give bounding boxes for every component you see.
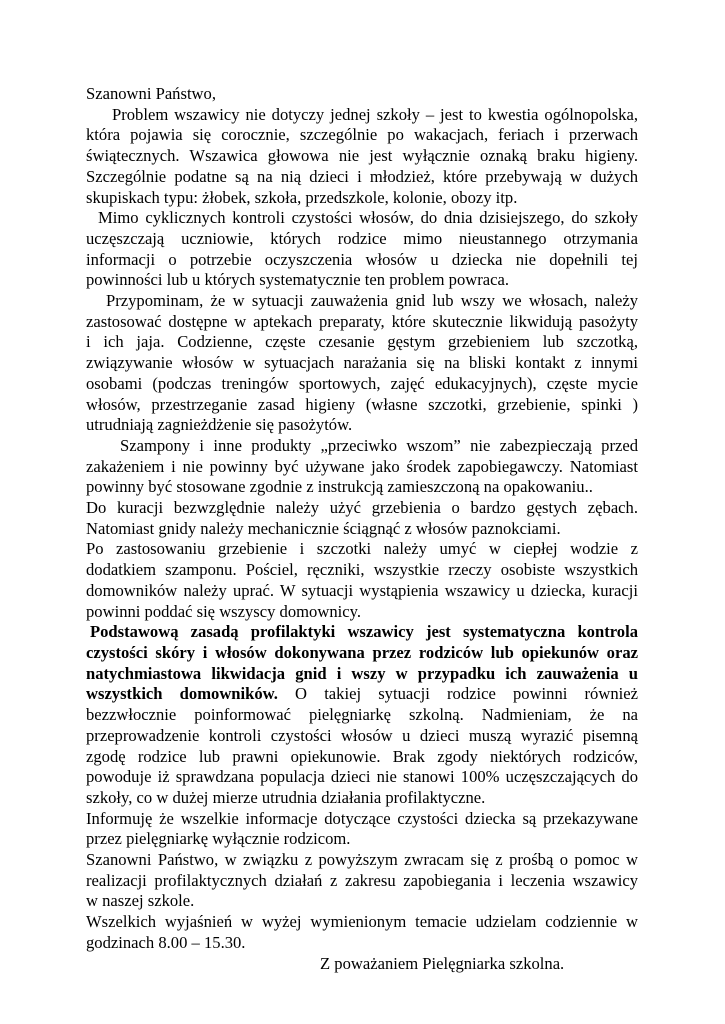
text-line: powoduje iż sprawdzana populacja dzieci nie stanowi 100% uczęszczających do: [86, 767, 638, 787]
text-line: w naszej szkole.: [86, 891, 195, 911]
text-line: włosów, przestrzeganie zasad higieny (własne szczotki, grzebienie, spinki ): [86, 394, 638, 414]
text-line: Po zastosowaniu grzebienie i szczotki należy umyć w ciepłej wodzie z: [86, 539, 638, 559]
text-line: świątecznych. Wszawica głowowa nie jest wyłącznie oznaką braku higieny.: [86, 146, 638, 166]
text-line: natychmiastowa likwidacja gnid i wszy w przypadku ich zauważenia u: [86, 663, 638, 683]
text-line: Do kuracji bezwzględnie należy użyć grzebienia o bardzo gęstych zębach.: [86, 498, 638, 518]
text-line: przeprowadzenie kontroli czystości włosów u dzieci muszą wyrazić pisemną: [86, 725, 638, 745]
text-line: Przypominam, że w sytuacji zauważenia gnid lub wszy we włosach, należy: [106, 291, 638, 311]
letter-text: [86, 105, 638, 954]
text-line: dodatkiem szamponu. Pościel, ręczniki, wszystkie rzeczy osobiste wszystkich: [86, 560, 638, 580]
text-line: skupiskach typu: żłobek, szkoła, przedszkole, kolonie, obozy itp.: [86, 187, 518, 207]
text-line: utrudniają zagnieżdżenie się pasożytów.: [86, 415, 353, 435]
text-line: powinności lub u których systematycznie ten problem powraca.: [86, 270, 510, 290]
text-line: zakażeniem i nie powinny być używane jako środek zapobiegawczy. Natomiast: [86, 456, 638, 476]
text-segment: O takiej sytuacji rodzice powinni również: [277, 684, 638, 704]
greeting: Szanowni Państwo,: [86, 84, 216, 103]
text-line: godzinach 8.00 – 15.30.: [86, 932, 246, 952]
text-line: i ich jaja. Codzienne, częste czesanie gęstym grzebieniem lub szczotką,: [86, 332, 638, 352]
text-line: domowników należy uprać. W sytuacji wystąpienia wszawicy u dziecka, kuracji: [86, 580, 638, 600]
text-line: Szanowni Państwo, w związku z powyższym zwracam się z prośbą o pomoc w: [86, 850, 638, 870]
text-line: informacji o potrzebie oczyszczenia włosów u dziecka nie dopełnili tej: [86, 249, 638, 269]
text-line: czystości skóry i włosów dokonywana przez rodziców lub opiekunów oraz: [86, 642, 638, 662]
signature: Z poważaniem Pielęgniarka szkolna.: [320, 953, 565, 973]
text-line: osobami (podczas treningów sportowych, zajęć edukacyjnych), częste mycie: [86, 373, 638, 393]
text-line: zgodę rodzice lub prawni opiekunowie. Brak zgody niektórych rodziców,: [86, 746, 638, 766]
text-line: Podstawową zasadą profilaktyki wszawicy jest systematyczna kontrola: [90, 622, 638, 642]
text-line: Szczególnie podatne są na nią dzieci i młodzież, które przebywają w dużych: [86, 166, 638, 186]
text-line: która pojawia się corocznie, szczególnie po wakacjach, feriach i przerwach: [86, 125, 638, 145]
text-line: Mimo cyklicznych kontroli czystości włosów, do dnia dzisiejszego, do szkoły: [98, 208, 638, 228]
text-line: Wszelkich wyjaśnień w wyżej wymienionym temacie udzielam codziennie w: [86, 912, 638, 932]
text-line: Informuję że wszelkie informacje dotyczące czystości dziecka są przekazywane: [86, 808, 638, 828]
text-line: Problem wszawicy nie dotyczy jednej szkoły – jest to kwestia ogólnopolska,: [112, 104, 638, 124]
text-line: zastosować dostępne w aptekach preparaty, które skutecznie likwidują pasożyty: [86, 311, 638, 331]
text-line: Natomiast gnidy należy mechanicznie ściągnąć z włosów paznokciami.: [86, 518, 561, 538]
text-line: związywanie włosów w sytuacjach narażania się na bliski kontakt z innymi: [86, 353, 638, 373]
bold-text: wszystkich domowników.: [86, 684, 278, 704]
text-line: bezzwłocznie poinformować pielęgniarkę szkolną. Nadmieniam, że na: [86, 705, 638, 725]
text-line: powinni poddać się wszyscy domownicy.: [86, 601, 361, 621]
letter-body: [86, 84, 638, 974]
text-line: uczęszczają uczniowie, których rodzice mimo nieustannego otrzymania: [86, 228, 638, 248]
text-line: powinny być stosowane zgodnie z instrukcją zamieszczoną na opakowaniu..: [86, 477, 593, 497]
text-line: [86, 684, 638, 705]
text-line: szkoły, co w dużej mierze utrudnia działania profilaktyczne.: [86, 787, 486, 807]
text-line: przez pielęgniarkę wyłącznie rodzicom.: [86, 829, 351, 849]
text-line: realizacji profilaktycznych działań z zakresu zapobiegania i leczenia wszawicy: [86, 870, 638, 890]
text-line: Szampony i inne produkty „przeciwko wszom” nie zabezpieczają przed: [120, 435, 638, 455]
